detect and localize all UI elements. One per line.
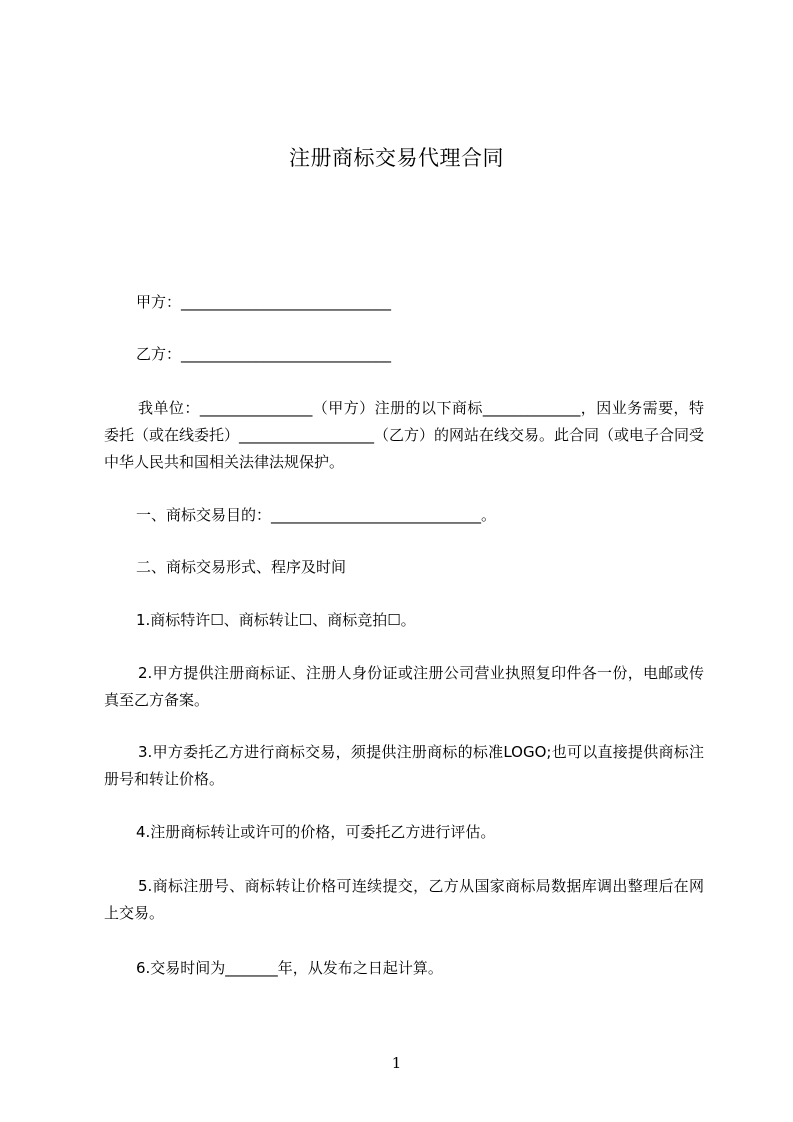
party-a-line: 甲方：____________________________ [136,293,392,311]
page-number: 1 [391,1054,402,1072]
item-2-documents: 2.甲方提供注册商标证、注册人身份证或注册公司营业执照复印件各一份，电邮或传真至乙方备案。 [104,664,704,709]
section-1-purpose: 一、商标交易目的：____________________________。 [136,506,497,524]
item-5-submission: 5.商标注册号、商标转让价格可连续提交，乙方从国家商标局数据库调出整理后在网上交易。 [104,877,704,922]
item-3-logo: 3.甲方委托乙方进行商标交易，须提供注册商标的标准LOGO;也可以直接提供商标注册号和转让价格。 [104,743,704,788]
party-b-line: 乙方：____________________________ [136,345,392,363]
intro-paragraph: 我单位：_______________（甲方）注册的以下商标_____________，因业务需要，特委托（或在线委托）__________________（乙方）的网站在线交易。此合同（或电子合同受中华人民共和国相关法律法规保护。 [104,399,705,471]
document-title: 注册商标交易代理合同 [289,146,504,170]
item-4-valuation: 4.注册商标转让或许可的价格，可委托乙方进行评估。 [136,823,496,841]
section-2-heading: 二、商标交易形式、程序及时间 [136,558,347,576]
item-1-trade-form: 1.商标特许☐、商标转让☐、商标竞拍☐。 [136,611,416,629]
item-6-trade-time: 6.交易时间为_______年，从发布之日起计算。 [136,959,443,977]
